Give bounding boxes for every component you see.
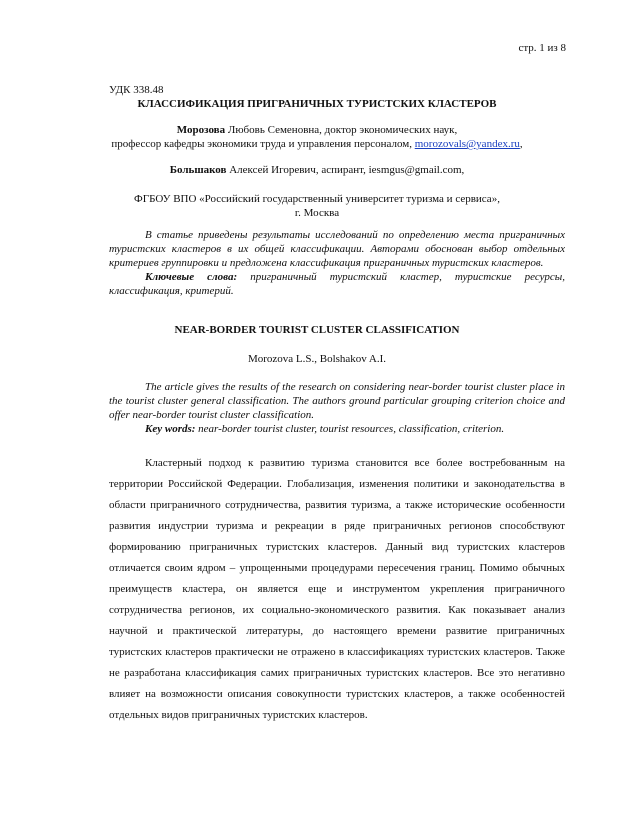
author1-position-line [60,137,574,151]
udk-code: УДК 338.48 [109,84,164,96]
abstract-en [109,380,565,436]
keywords-ru [109,270,565,298]
author2-name: Большаков [169,164,227,176]
affiliation-line2: г. Москва [294,207,340,219]
keywords-ru-label: Ключевые слова: [145,271,238,283]
title-en: NEAR-BORDER TOURIST CLUSTER CLASSIFICATION [174,324,460,336]
authors-en: Morozova L.S., Bolshakov A.I. [247,353,387,365]
title-ru: КЛАССИФИКАЦИЯ ПРИГРАНИЧНЫХ ТУРИСТСКИХ КЛАСТЕРОВ [137,98,497,110]
affiliation [60,192,574,220]
abstract-ru-text: В статье приведены результаты исследований по определению места приграничных туристских кластеров в их общей классификации. Авторами обоснован выбор отдельных критериев группировки и предложена классификация приграничных туристских кластеров. [109,229,565,269]
keywords-ru-text: приграничный туристский кластер, туристские ресурсы, классификация, критерий. [109,271,565,297]
author1-block [60,123,574,151]
abstract-en-text: The article gives the results of the research on considering near-border tourist cluster place in the tourist cluster general classification. The authors ground particular grouping criterion choice and offer near-border tourist cluster classification. [109,381,565,421]
author1-line [60,123,574,137]
author2-details: Алексей Игоревич, аспирант, iesmgus@gmail.com, [226,164,465,176]
author1-email-link[interactable]: morozovals@yandex.ru [414,138,520,150]
author1-name: Морозова [176,124,226,136]
author1-details: Любовь Семеновна, доктор экономических наук, [225,124,458,136]
page-number: стр. 1 из 8 [518,42,566,54]
affiliation-line1: ФГБОУ ВПО «Российский государственный университет туризма и сервиса», [134,193,500,205]
author1-position: профессор кафедры экономики труда и управления персоналом, [111,138,415,150]
body-paragraph: Кластерный подход к развитию туризма становится все более востребованным на территории Российской Федерации. Глобализация, изменения политики и законодательства в области приграничного сотрудничества, развития туризма, а также исторические особенности развития индустрии туризма и рекреации в ряде приграничных регионов способствуют формированию приграничных туристских кластеров. Данный вид туристских кластеров отличается своим ядром – упрощенными процедурами пересечения границ. Помимо обычных преимуществ кластера, он является еще и инструментом укрепления приграничного сотрудничества регионов, их социально-экономического развития. Как показывает анализ научной и практической литературы, до настоящего времени развитие приграничных туристских кластеров практически не отражено в классификациях туристских кластеров. Также не разработана классификация самих приграничных туристских кластеров. Все это негативно влияет на возможности описания совокупности туристских кластеров, а также особенностей отдельных видов приграничных туристских кластеров. [109,457,565,721]
author2-line [60,163,574,177]
keywords-en [109,422,565,436]
keywords-en-text: near-border tourist cluster, tourist resources, classification, criterion. [195,423,505,435]
keywords-en-label: Key words: [145,423,196,435]
abstract-ru [109,228,565,298]
author1-trail: , [519,138,523,150]
